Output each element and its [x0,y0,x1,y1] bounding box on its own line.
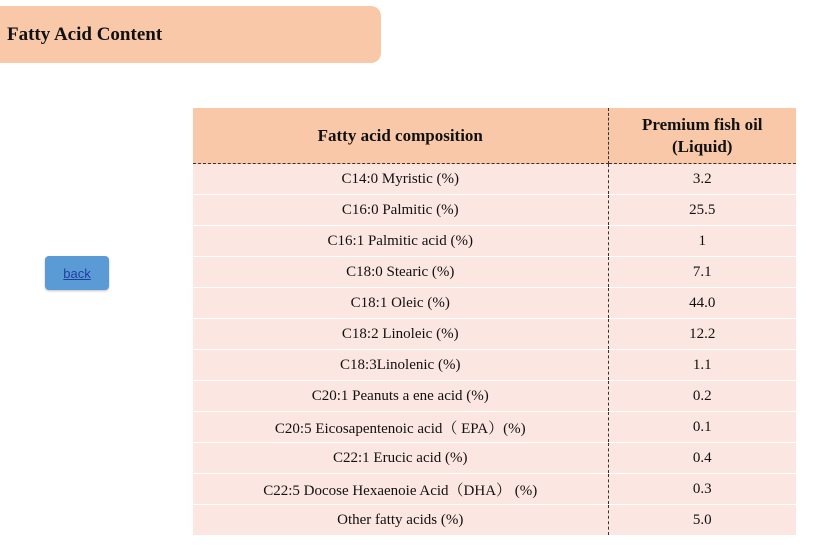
row-name: C14:0 Myristic (%) [193,164,608,195]
table-row [193,412,796,443]
row-value: 3.2 [608,164,796,195]
row-name: C20:5 Eicosapentenoic acid（ EPA）(%) [193,412,608,443]
table-header-row [193,108,796,164]
row-name: C18:3Linolenic (%) [193,350,608,381]
page-title: Fatty Acid Content [7,23,163,45]
table-row [193,226,796,257]
table-row [193,474,796,505]
row-value: 44.0 [608,288,796,319]
row-value: 1.1 [608,350,796,381]
table-row [193,505,796,536]
table-row [193,288,796,319]
row-name: C22:1 Erucic acid (%) [193,443,608,474]
row-name: C22:5 Docose Hexaenoie Acid（DHA） (%) [193,474,608,505]
table-row [193,350,796,381]
row-name: C18:2 Linoleic (%) [193,319,608,350]
column-header-product [608,108,796,164]
back-link[interactable]: back [63,265,91,281]
table-row [193,164,796,195]
row-value: 1 [608,226,796,257]
back-button[interactable] [45,256,109,290]
row-value: 25.5 [608,195,796,226]
table-row [193,381,796,412]
fatty-acid-table [193,108,796,536]
table-row [193,257,796,288]
row-value: 0.3 [608,474,796,505]
row-name: C16:0 Palmitic (%) [193,195,608,226]
row-value: 12.2 [608,319,796,350]
row-name: Other fatty acids (%) [193,505,608,536]
row-value: 0.4 [608,443,796,474]
row-name: C20:1 Peanuts a ene acid (%) [193,381,608,412]
page-title-banner [0,6,381,63]
row-name: C18:1 Oleic (%) [193,288,608,319]
table-row [193,319,796,350]
row-value: 0.2 [608,381,796,412]
column-header-composition: Fatty acid composition [193,108,608,164]
row-value: 0.1 [608,412,796,443]
row-value: 5.0 [608,505,796,536]
row-name: C18:0 Stearic (%) [193,257,608,288]
column-header-product-line2: (Liquid) [672,136,733,156]
table-row [193,443,796,474]
row-name: C16:1 Palmitic acid (%) [193,226,608,257]
table-row [193,195,796,226]
column-header-product-line1: Premium fish oil [641,114,763,134]
row-value: 7.1 [608,257,796,288]
